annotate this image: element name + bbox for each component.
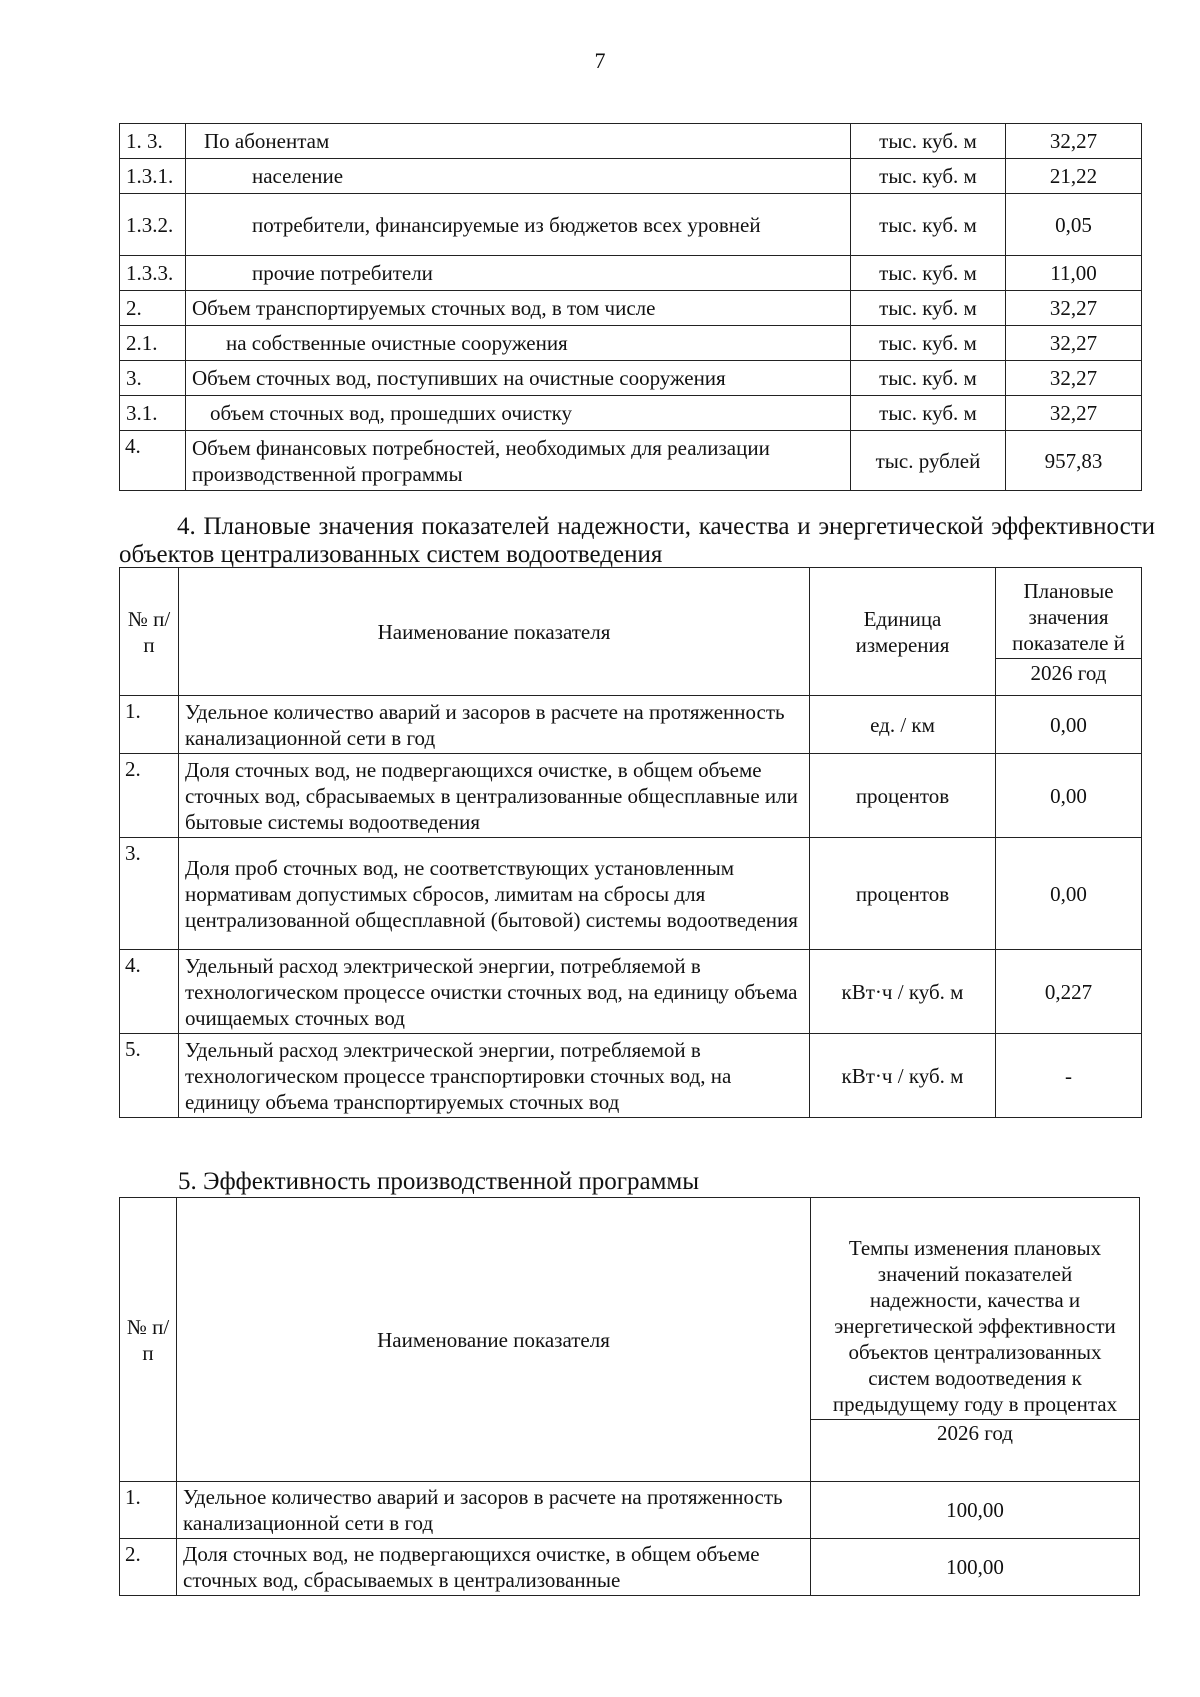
table-row <box>120 696 1142 754</box>
row-unit: тыс. куб. м <box>851 194 1006 256</box>
row-unit: кВт·ч / куб. м <box>810 950 996 1034</box>
row-name: прочие потребители <box>186 256 851 291</box>
column-header-value <box>996 568 1142 696</box>
row-value: - <box>996 1034 1142 1118</box>
row-number: 3.1. <box>120 396 186 431</box>
row-name: Доля сточных вод, не подвергающихся очистке, в общем объеме сточных вод, сбрасываемых в централизованные <box>177 1539 811 1596</box>
row-value: 100,00 <box>811 1539 1140 1596</box>
table-row <box>120 124 1142 159</box>
table-row <box>120 1482 1140 1539</box>
row-unit: тыс. куб. м <box>851 326 1006 361</box>
row-name: Удельный расход электрической энергии, потребляемой в технологическом процессе очистки сточных вод, на единицу объема очищаемых сточных вод <box>179 950 810 1034</box>
row-value: 0,00 <box>996 696 1142 754</box>
row-number: 1.3.1. <box>120 159 186 194</box>
production-volume-table <box>119 123 1142 491</box>
row-number: 2. <box>120 291 186 326</box>
table-row <box>120 361 1142 396</box>
row-value: 32,27 <box>1006 361 1142 396</box>
row-number: 1.3.3. <box>120 256 186 291</box>
program-efficiency-table <box>119 1197 1140 1596</box>
planned-values-label: Плановые значения показателе й <box>1012 579 1125 655</box>
row-number: 3. <box>120 361 186 396</box>
row-number: 3. <box>120 838 179 950</box>
table-row <box>120 194 1142 256</box>
row-number: 4. <box>120 431 186 491</box>
row-unit: ед. / км <box>810 696 996 754</box>
column-header-name: Наименование показателя <box>177 1198 811 1482</box>
row-number: 1. 3. <box>120 124 186 159</box>
table-row <box>120 1034 1142 1118</box>
column-header-value <box>811 1198 1140 1482</box>
row-value: 32,27 <box>1006 396 1142 431</box>
row-unit: тыс. куб. м <box>851 291 1006 326</box>
row-name: Удельное количество аварий и засоров в расчете на протяженность канализационной сети в год <box>179 696 810 754</box>
section-5-heading: 5. Эффективность производственной программы <box>178 1168 700 1195</box>
column-header-unit: Единица измерения <box>810 568 996 696</box>
table-row <box>120 838 1142 950</box>
page-number: 7 <box>594 48 606 73</box>
row-unit: процентов <box>810 838 996 950</box>
row-value: 0,00 <box>996 838 1142 950</box>
table-header-row <box>120 568 1142 696</box>
row-unit: тыс. куб. м <box>851 124 1006 159</box>
table-row <box>120 1539 1140 1596</box>
row-value: 21,22 <box>1006 159 1142 194</box>
table-row <box>120 291 1142 326</box>
row-name: Удельное количество аварий и засоров в расчете на протяженность канализационной сети в год <box>177 1482 811 1539</box>
row-name: Удельный расход электрической энергии, потребляемой в технологическом процессе транспортировки сточных вод, на единицу объема транспортируемых сточных вод <box>179 1034 810 1118</box>
table-row <box>120 256 1142 291</box>
table-header-row <box>120 1198 1140 1482</box>
table-row <box>120 396 1142 431</box>
column-header-number: № п/п <box>120 568 179 696</box>
row-value: 0,227 <box>996 950 1142 1034</box>
row-unit: тыс. куб. м <box>851 361 1006 396</box>
year-label: 2026 год <box>996 658 1141 687</box>
row-value: 32,27 <box>1006 291 1142 326</box>
row-name: потребители, финансируемые из бюджетов всех уровней <box>186 194 851 256</box>
row-value: 100,00 <box>811 1482 1140 1539</box>
row-unit: тыс. куб. м <box>851 396 1006 431</box>
row-unit: тыс. куб. м <box>851 159 1006 194</box>
row-value: 0,00 <box>996 754 1142 838</box>
row-number: 1. <box>120 696 179 754</box>
table-row <box>120 431 1142 491</box>
row-name: население <box>186 159 851 194</box>
row-name: По абонентам <box>186 124 851 159</box>
row-number: 2.1. <box>120 326 186 361</box>
row-value: 32,27 <box>1006 124 1142 159</box>
row-name: Доля сточных вод, не подвергающихся очистке, в общем объеме сточных вод, сбрасываемых в централизованные общесплавные или бытовые системы водоотведения <box>179 754 810 838</box>
row-name: на собственные очистные сооружения <box>186 326 851 361</box>
row-name: объем сточных вод, прошедших очистку <box>186 396 851 431</box>
row-value: 11,00 <box>1006 256 1142 291</box>
table-row <box>120 950 1142 1034</box>
row-name: Доля проб сточных вод, не соответствующих установленным нормативам допустимых сбросов, лимитам на сбросы для централизованной общесплавной (бытовой) системы водоотведения <box>179 838 810 950</box>
table-row <box>120 326 1142 361</box>
planned-indicators-table <box>119 567 1142 1118</box>
row-number: 5. <box>120 1034 179 1118</box>
table-row <box>120 754 1142 838</box>
column-header-number: № п/п <box>120 1198 177 1482</box>
table-row <box>120 159 1142 194</box>
row-unit: кВт·ч / куб. м <box>810 1034 996 1118</box>
row-value: 0,05 <box>1006 194 1142 256</box>
column-header-name: Наименование показателя <box>179 568 810 696</box>
row-name: Объем финансовых потребностей, необходимых для реализации производственной программы <box>186 431 851 491</box>
year-label: 2026 год <box>811 1419 1139 1446</box>
row-name: Объем сточных вод, поступивших на очистные сооружения <box>186 361 851 396</box>
row-unit: процентов <box>810 754 996 838</box>
section-4-heading: 4. Плановые значения показателей надежности, качества и энергетической эффективности объектов централизованных систем водоотведения <box>119 513 1155 568</box>
row-number: 1.3.2. <box>120 194 186 256</box>
row-number: 1. <box>120 1482 177 1539</box>
row-number: 2. <box>120 1539 177 1596</box>
row-value: 957,83 <box>1006 431 1142 491</box>
row-name: Объем транспортируемых сточных вод, в том числе <box>186 291 851 326</box>
row-number: 2. <box>120 754 179 838</box>
row-value: 32,27 <box>1006 326 1142 361</box>
rate-of-change-label: Темпы изменения плановых значений показателей надежности, качества и энергетической эффективности объектов централизованных систем водоотведения к предыдущему году в процентах <box>832 1236 1118 1416</box>
row-number: 4. <box>120 950 179 1034</box>
row-unit: тыс. рублей <box>851 431 1006 491</box>
row-unit: тыс. куб. м <box>851 256 1006 291</box>
